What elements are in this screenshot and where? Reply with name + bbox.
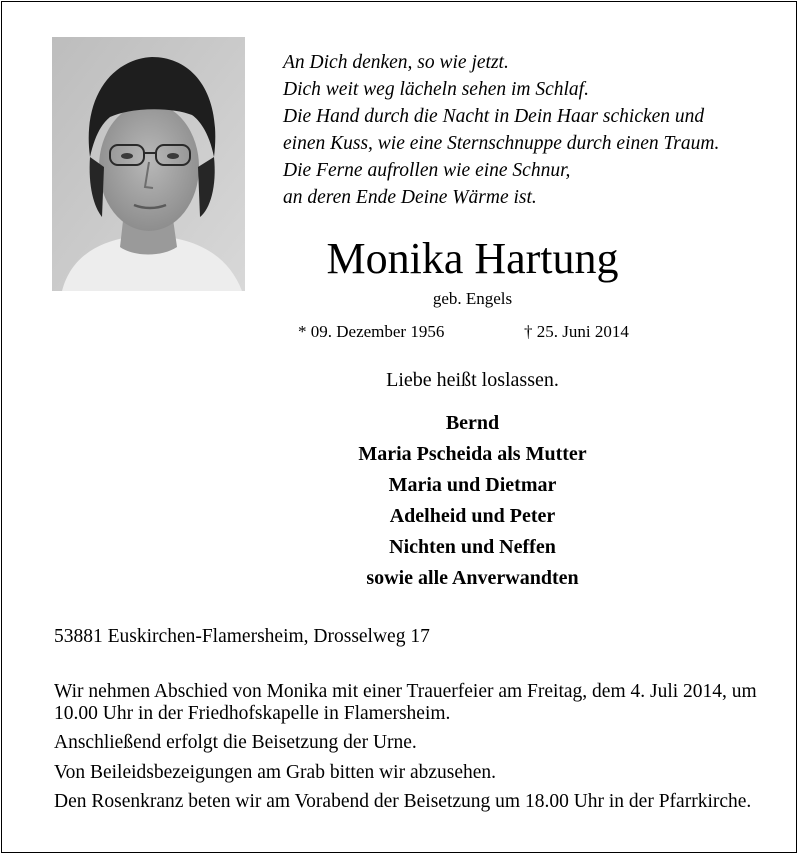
mourner-name: sowie alle Anverwandten [366,567,579,589]
deceased-name: Monika Hartung [326,234,619,283]
mourner-name: Adelheid und Peter [389,505,556,527]
death-date: † 25. Juni 2014 [524,322,629,341]
poem [283,49,783,211]
funeral-details [54,681,774,821]
mourner-name: Bernd [445,412,500,434]
poem-line: Die Ferne aufrollen wie eine Schnur, [283,160,571,181]
details-paragraph: Anschließend erfolgt die Beisetzung der Urne. [54,732,417,753]
poem-line: Dich weit weg lächeln sehen im Schlaf. [283,79,589,100]
poem-line: einen Kuss, wie eine Sternschnuppe durch einen Traum. [283,133,720,154]
motto: Liebe heißt loslassen. [386,369,559,391]
mourners-list [245,408,700,594]
mourner-name: Maria und Dietmar [388,474,557,496]
mourner-name: Nichten und Neffen [389,536,556,558]
details-paragraph: Wir nehmen Abschied von Monika mit einer Trauerfeier am Freitag, dem 4. Juli 2014, um 10.00 Uhr in der Friedhofskapelle in Flamersheim. [54,681,757,724]
portrait-photo [52,37,245,291]
family-address: 53881 Euskirchen-Flamersheim, Drosselweg 17 [54,626,430,647]
details-paragraph: Den Rosenkranz beten wir am Vorabend der Beisetzung um 18.00 Uhr in der Pfarrkirche. [54,791,752,812]
poem-line: an deren Ende Deine Wärme ist. [283,187,537,208]
poem-line: Die Hand durch die Nacht in Dein Haar schicken und [283,106,705,127]
birth-name: geb. Engels [432,289,513,308]
birth-date: * 09. Dezember 1956 [298,322,445,341]
poem-line: An Dich denken, so wie jetzt. [283,52,509,73]
mourner-name: Maria Pscheida als Mutter [358,443,587,465]
details-paragraph: Von Beileidsbezeigungen am Grab bitten wir abzusehen. [54,761,497,783]
